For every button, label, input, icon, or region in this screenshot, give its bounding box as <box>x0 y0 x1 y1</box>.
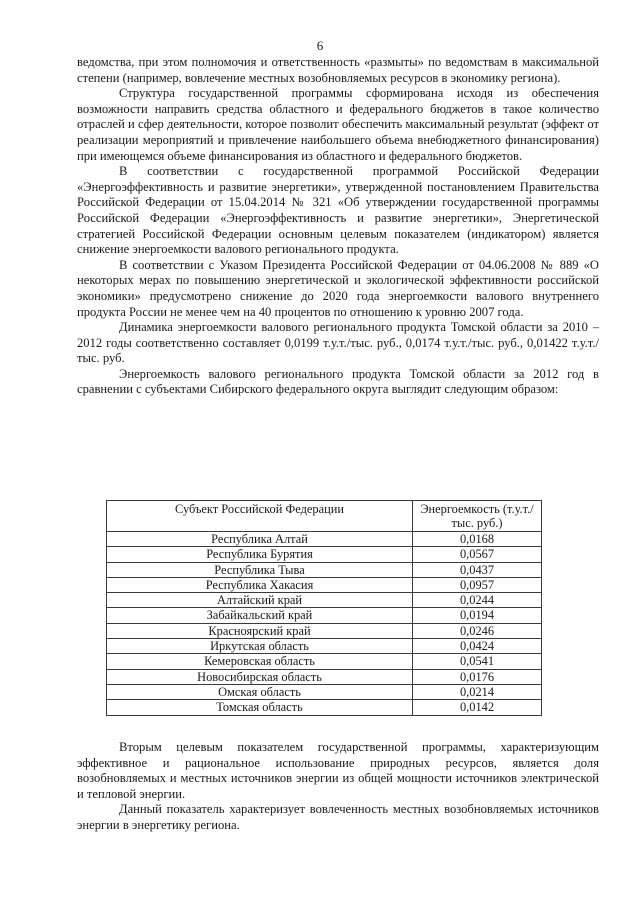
cell-subject: Республика Тыва <box>107 562 413 577</box>
header-energy-intensity: Энергоемкость (т.у.т./тыс. руб.) <box>413 501 542 532</box>
cell-subject: Новосибирская область <box>107 669 413 684</box>
cell-value: 0,0437 <box>413 562 542 577</box>
table-row <box>107 547 542 562</box>
cell-value: 0,0194 <box>413 608 542 623</box>
cell-value: 0,0214 <box>413 684 542 699</box>
cell-subject: Республика Бурятия <box>107 547 413 562</box>
table-row <box>107 593 542 608</box>
paragraph-program-structure: Структура государственной программы сформирована исходя из обеспечения возможности направить средства областного и федерального бюджетов в такое количество отраслей и сфер деятельности, которое позволит обеспечить максимальный результат (эффект от реализации мероприятий и привлечение наибольшего объема внебюджетного финансирования) при имеющемся объеме финансирования из областного и федерального бюджетов. <box>77 86 599 163</box>
paragraph-continuation: ведомства, при этом полномочия и ответственность «размыты» по ведомствам в максимальной степени (например, вовлечение местных возобновляемых ресурсов в экономику региона). <box>77 55 599 85</box>
page-number: 6 <box>316 38 324 53</box>
paragraph-comparison-intro: Энергоемкость валового регионального продукта Томской области за 2012 год в сравнении с субъектами Сибирского федерального округа выглядит следующим образом: <box>77 366 599 397</box>
cell-value: 0,0567 <box>413 547 542 562</box>
cell-subject: Республика Алтай <box>107 532 413 547</box>
body-text-bottom <box>77 740 599 834</box>
cell-subject: Красноярский край <box>107 623 413 638</box>
cell-subject: Кемеровская область <box>107 654 413 669</box>
table-row <box>107 532 542 547</box>
table-header-row <box>107 501 542 532</box>
cell-value: 0,0168 <box>413 532 542 547</box>
cell-value: 0,0176 <box>413 669 542 684</box>
paragraph-presidential-decree: В соответствии с Указом Президента Российской Федерации от 04.06.2008 № 889 «О некоторых мерах по повышению энергетической и экологической эффективности российской экономики» предусмотрено снижение до 2020 года энергоемкости валового внутреннего продукта России не менее чем на 40 процентов по отношению к уровню 2007 года. <box>77 257 599 319</box>
cell-value: 0,0424 <box>413 639 542 654</box>
cell-value: 0,0541 <box>413 654 542 669</box>
table-row <box>107 669 542 684</box>
paragraph-state-program: В соответствии с государственной программой Российской Федерации «Энергоэффективность и развитие энергетики», утвержденной постановлением Правительства Российской Федерации от 15.04.2014 № 321 «Об утверждении государственной программы Российской Федерации «Энергоэффективность и развитие энергетики», Энергетической стратегией Российской Федерации основным целевым показателем (индикатором) является снижение энергоемкости валового регионального продукта. <box>77 164 599 257</box>
table-row <box>107 623 542 638</box>
cell-value: 0,0957 <box>413 577 542 592</box>
table-row <box>107 639 542 654</box>
cell-subject: Забайкальский край <box>107 608 413 623</box>
table-row <box>107 577 542 592</box>
table-row <box>107 608 542 623</box>
cell-value: 0,0246 <box>413 623 542 638</box>
cell-subject: Томская область <box>107 700 413 715</box>
header-subject: Субъект Российской Федерации <box>107 501 413 532</box>
cell-subject: Республика Хакасия <box>107 577 413 592</box>
body-text-top <box>77 55 599 398</box>
paragraph-second-indicator: Вторым целевым показателем государственной программы, характеризующим эффективное и рациональное использование природных ресурсов, является доля возобновляемых и местных источников энергии из общей мощности источников электрической и тепловой энергии. <box>77 740 599 801</box>
energy-intensity-table <box>106 500 542 716</box>
cell-value: 0,0244 <box>413 593 542 608</box>
table-row <box>107 684 542 699</box>
cell-subject: Иркутская область <box>107 639 413 654</box>
cell-subject: Алтайский край <box>107 593 413 608</box>
paragraph-indicator-description: Данный показатель характеризует вовлеченность местных возобновляемых источников энергии в энергетику региона. <box>77 802 599 832</box>
cell-subject: Омская область <box>107 684 413 699</box>
table-row <box>107 562 542 577</box>
table-row <box>107 654 542 669</box>
paragraph-dynamics: Динамика энергоемкости валового регионального продукта Томской области за 2010 – 2012 годы соответственно составляет 0,0199 т.у.т./тыс. руб., 0,0174 т.у.т./тыс. руб., 0,01422 т.у.т./тыс. руб. <box>77 320 599 366</box>
cell-value: 0,0142 <box>413 700 542 715</box>
table-row <box>107 700 542 715</box>
